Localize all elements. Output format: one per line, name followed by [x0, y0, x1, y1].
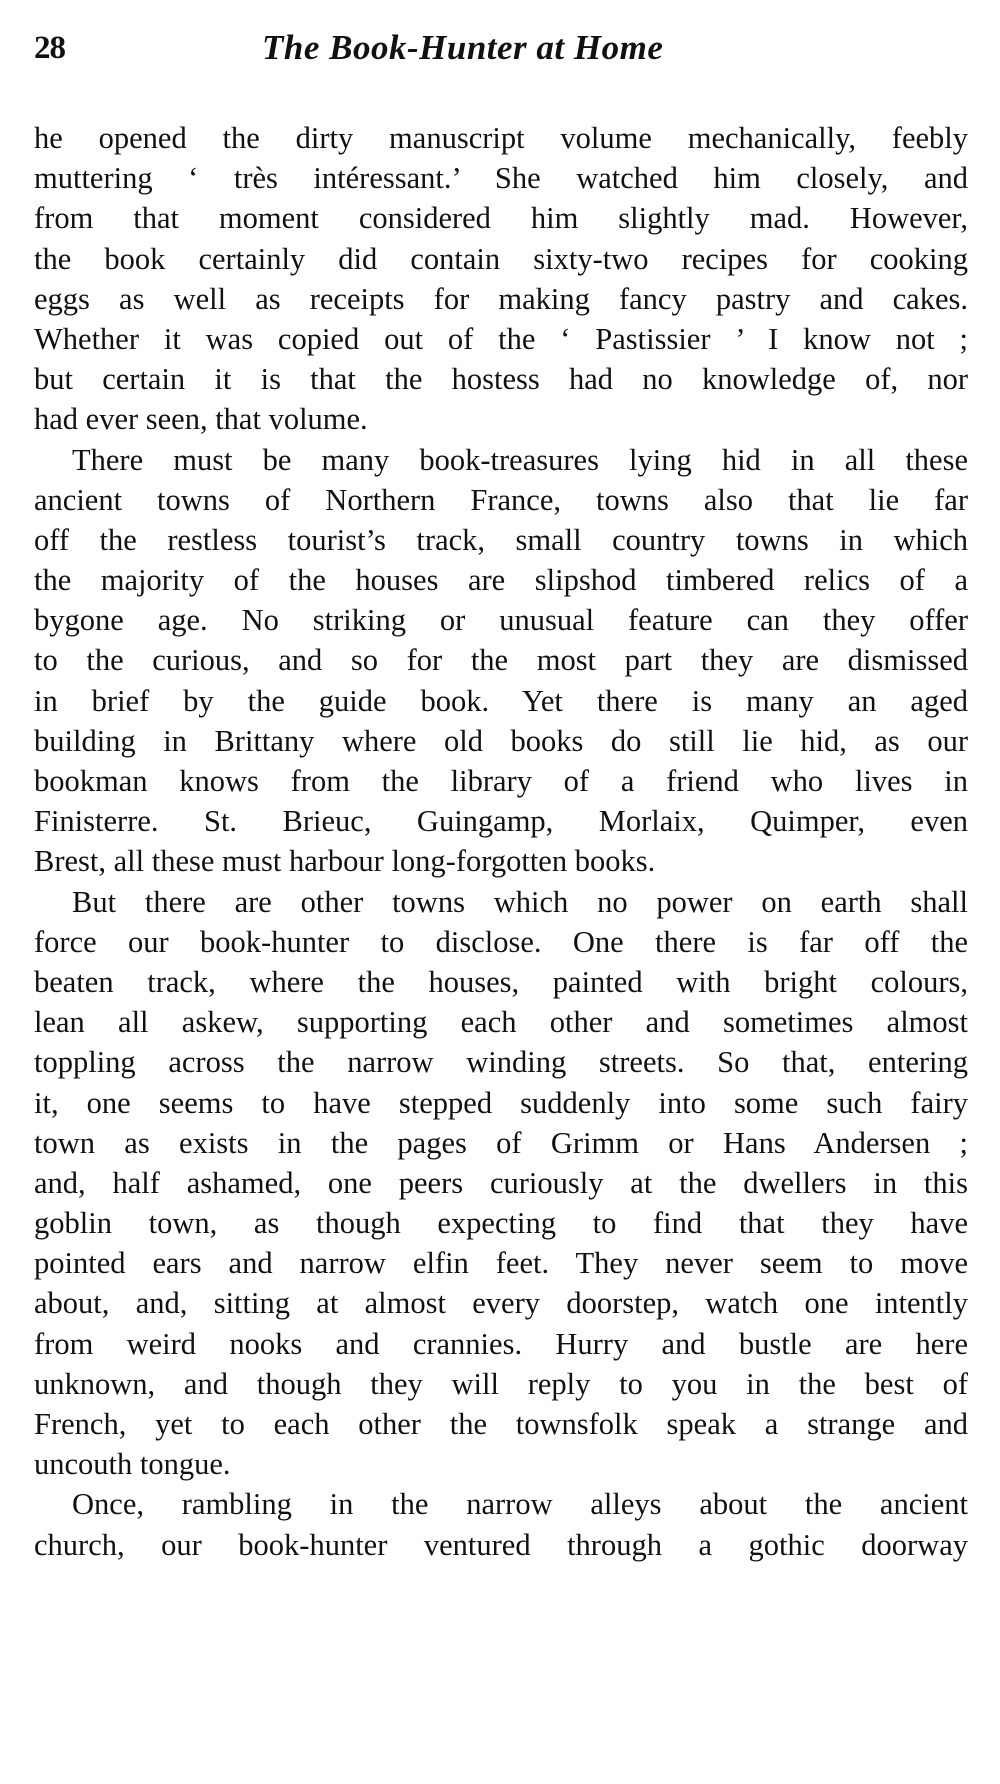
text-line: beaten track, where the houses, painted with bright colours,: [34, 964, 968, 999]
text-line: from that moment considered him slightly mad. However,: [34, 201, 968, 236]
text-line: it, one seems to have stepped suddenly into some such fairy: [34, 1085, 968, 1120]
paragraph: [34, 882, 968, 1485]
text-line: French, yet to each other the townsfolk speak a strange and: [34, 1407, 968, 1441]
text-line: unknown, and though they will reply to you in the best of: [34, 1366, 968, 1401]
text-line: pointed ears and narrow elfin feet. They never seem to move: [34, 1246, 968, 1281]
text-line: off the restless tourist’s track, small country towns in which: [34, 522, 968, 557]
text-line: from weird nooks and crannies. Hurry and bustle are here: [34, 1326, 968, 1361]
running-title: The Book-Hunter at Home: [262, 28, 664, 67]
text-line: the majority of the houses are slipshod timbered relics of a: [34, 563, 968, 598]
text-line: bookman knows from the library of a friend who lives in: [34, 764, 968, 798]
text-line: toppling across the narrow winding streets. So that, entering: [34, 1045, 968, 1080]
page-number: 28: [34, 30, 65, 66]
text-line: force our book-hunter to disclose. One there is far off the: [34, 924, 968, 959]
text-line: But there are other towns which no power on earth shall: [72, 884, 968, 919]
text-line: about, and, sitting at almost every doorstep, watch one intently: [34, 1286, 968, 1321]
text-line: Brest, all these must harbour long-forgotten books.: [34, 844, 656, 879]
text-line: uncouth tongue.: [34, 1447, 231, 1482]
text-line: eggs as well as receipts for making fancy pastry and cakes.: [34, 281, 968, 316]
running-head: [24, 26, 976, 76]
text-line: Whether it was copied out of the ‘ Pastissier ’ I know not ;: [34, 321, 968, 356]
text-line: bygone age. No striking or unusual feature can they offer: [34, 603, 968, 638]
text-line: There must be many book-treasures lying hid in all these: [72, 442, 968, 477]
text-line: the book certainly did contain sixty-two recipes for cooking: [34, 241, 968, 276]
text-line: to the curious, and so for the most part they are dismissed: [34, 643, 968, 678]
text-line: muttering ‘ très intéressant.’ She watched him closely, and: [34, 161, 968, 196]
paragraph: [34, 440, 968, 882]
text-line: Once, rambling in the narrow alleys about the ancient: [72, 1487, 968, 1522]
paragraph: [34, 1484, 968, 1564]
text-line: building in Brittany where old books do still lie hid, as our: [34, 723, 968, 758]
text-line: lean all askew, supporting each other and sometimes almost: [34, 1005, 968, 1040]
text-line: Finisterre. St. Brieuc, Guingamp, Morlaix, Quimper, even: [34, 804, 968, 839]
body-text: [34, 118, 968, 1565]
text-line: church, our book-hunter ventured through a gothic doorway: [34, 1527, 968, 1562]
text-line: in brief by the guide book. Yet there is many an aged: [34, 683, 968, 718]
text-line: he opened the dirty manuscript volume mechanically, feebly: [34, 121, 968, 155]
text-line: town as exists in the pages of Grimm or Hans Andersen ;: [34, 1125, 968, 1160]
text-line: had ever seen, that volume.: [34, 402, 368, 437]
text-line: ancient towns of Northern France, towns also that lie far: [34, 482, 968, 517]
text-line: goblin town, as though expecting to find that they have: [34, 1206, 968, 1241]
text-line: and, half ashamed, one peers curiously at the dwellers in this: [34, 1165, 968, 1200]
paragraph: [34, 118, 968, 440]
text-line: but certain it is that the hostess had no knowledge of, nor: [34, 362, 968, 397]
